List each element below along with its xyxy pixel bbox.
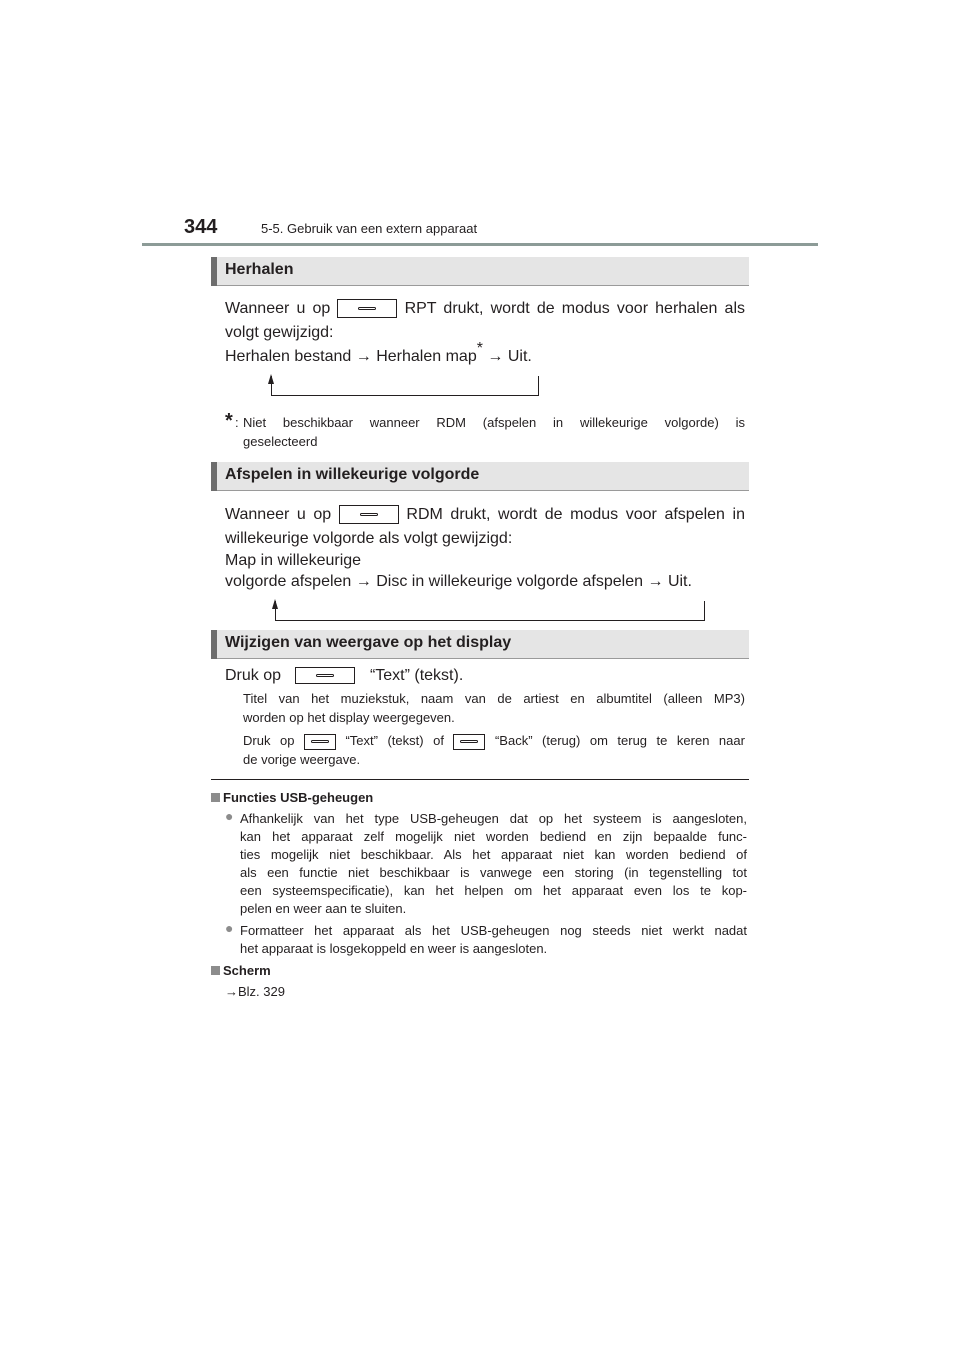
footnote-mark: *: [225, 410, 233, 432]
repeat-line-1: Wanneer u op RPT drukt, wordt de modus voor herhalen als: [225, 300, 746, 317]
square-bullet-icon: [211, 793, 220, 802]
footnote-line-1: Niet beschikbaar wanneer RDM (afspelen in willekeurige volgorde) is: [243, 415, 745, 430]
text-key-icon: [304, 734, 336, 750]
random-line-2: willekeurige volgorde als volgt gewijzigd:: [225, 530, 513, 547]
section-header-repeat: [211, 257, 749, 286]
section-header-random: [211, 462, 749, 491]
screen-page-reference: →Blz. 329: [225, 984, 285, 999]
display-note-1-line-1: Titel van het muziekstuk, naam van de artiest en albumtitel (alleen MP3): [243, 691, 745, 706]
cycle-arrowhead-icon: [268, 374, 274, 384]
header-divider: [142, 243, 818, 246]
square-bullet-icon: [211, 966, 220, 975]
circle-bullet-icon: ●: [225, 920, 234, 936]
footnote-colon: :: [235, 415, 239, 430]
cycle-loop-line: [271, 376, 539, 396]
display-note-1-line-2: worden op het display weergegeven.: [243, 710, 455, 725]
arrow-icon: →: [647, 573, 664, 590]
repeat-cycle: Herhalen bestand → Herhalen map* → Uit.: [225, 339, 532, 365]
usb-notes-title: Functies USB-geheugen: [211, 789, 373, 807]
usb-item-1: Afhankelijk van het type USB-geheugen dat op het systeem is aangesloten, kan het apparaat zelf mogelijk niet worden bediend en zijn bepaalde func- ties mogelijk niet beschikbaar. Als het apparaat niet kan worden bediend of als een functie niet beschikbaar is vanwege een storing (in tegenstelling tot een systeemspecificatie), kan het helpen om het apparaat even los te kop- pelen en weer aan te sluiten.: [240, 811, 747, 916]
asterisk-mark: *: [476, 339, 483, 357]
cycle-arrowhead-icon: [272, 599, 278, 609]
notes-divider: [211, 779, 749, 780]
display-note-2-line-1: Druk op “Text” (tekst) of “Back” (terug) om terug te keren naar: [243, 733, 745, 748]
back-key-icon: [453, 734, 485, 750]
section-title-display: Wijzigen van weergave op het display: [225, 634, 512, 651]
section-title-random: Afspelen in willekeurige volgorde: [225, 466, 480, 483]
arrow-icon: →: [355, 348, 372, 365]
arrow-icon: →: [355, 573, 372, 590]
page-number: 344: [184, 216, 218, 238]
random-cycle: volgorde afspelen → Disc in willekeurige volgorde afspelen → Uit.: [225, 573, 692, 590]
text-key-icon: [295, 667, 355, 684]
display-line-1: Druk op “Text” (tekst).: [225, 667, 464, 684]
display-note-2-line-2: de vorige weergave.: [243, 752, 361, 767]
footnote-line-2: geselecteerd: [243, 434, 318, 449]
chapter-title: 5-5. Gebruik van een extern apparaat: [261, 221, 478, 236]
arrow-icon: →: [487, 348, 504, 365]
random-line-1: Wanneer u op RDM drukt, wordt de modus voor afspelen in: [225, 506, 745, 523]
section-header-display: [211, 630, 749, 659]
section-title-repeat: Herhalen: [225, 261, 294, 278]
repeat-line-2: volgt gewijzigd:: [225, 324, 334, 341]
screen-notes-title: Scherm: [211, 962, 271, 980]
cycle-loop-line: [275, 601, 705, 621]
usb-item-2: Formatteer het apparaat als het USB-geheugen nog steeds niet werkt nadat het apparaat is losgekoppeld en weer is aangesloten.: [240, 923, 747, 956]
rpt-key-icon: [337, 299, 397, 318]
circle-bullet-icon: ●: [225, 808, 234, 824]
random-line-3: Map in willekeurige: [225, 552, 362, 569]
rdm-key-icon: [339, 505, 399, 524]
